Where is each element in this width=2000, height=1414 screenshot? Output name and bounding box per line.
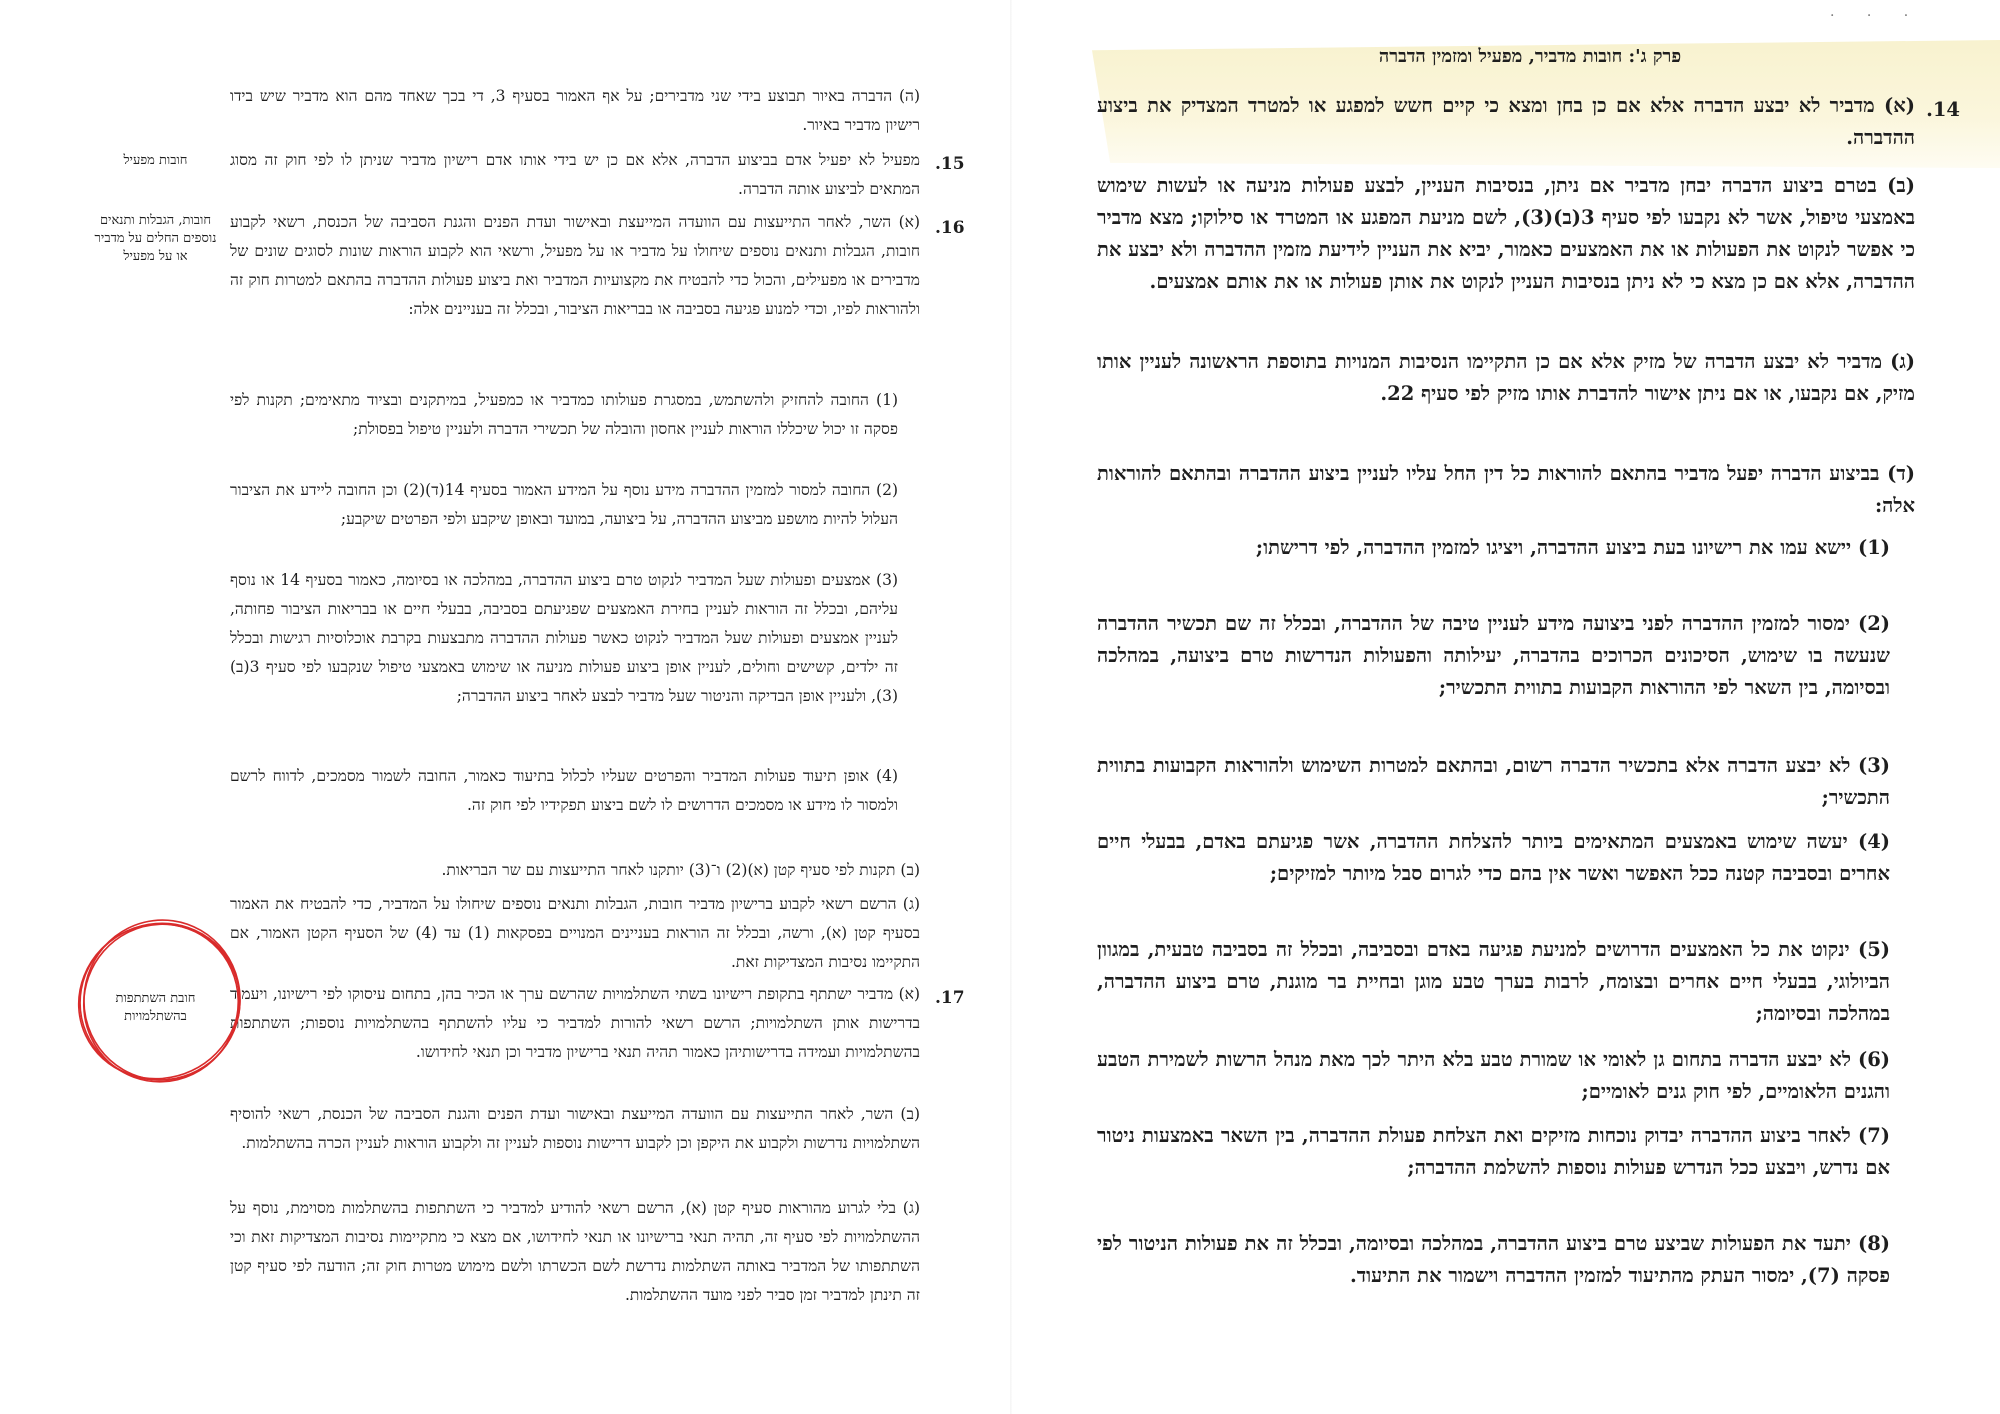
sec14-d-item-5: (5) ינקוט את כל האמצעים הדרושים למניעת פגיעה באדם ובסביבה, ובכלל זה בסביבה טבעית, במגוון הביולוגי, בבעלי חיים אחרים ובצומח, לרבות בערך טבע מוגן ובחיית בר מוגנת, טרם ביצוע ההדברה, במהלכה ובסיומה; (1097, 938, 1890, 1025)
right-page (1060, 0, 2000, 1414)
section-number-14: 14. (1926, 98, 1960, 121)
section-number-16: 16. (935, 218, 965, 238)
section-number-17: 17. (935, 988, 965, 1008)
sec14-d-item-2: (2) ימסור למזמין ההדברה לפני ביצועה מידע לעניין טיבה של ההדברה, ובכלל זה שם תכשיר ההדברה שנעשה בו שימוש, הסיכונים הכרוכים בהדברה, יעילותה והפעולות הנדרשות טרם ביצועה, במהלכה ובסיומה, בין השאר לפי ההוראות הקבועות בתווית התכשיר; (1097, 612, 1890, 699)
sec16-a: (א) השר, לאחר התייעצות עם הוועדה המייעצת ובאישור ועדת הפנים והגנת הסביבה של הכנסת, רשאי לקבוע חובות, הגבלות ותנאים נוספים שיחולו על מדביר או על מפעיל, ורשאי הוא לקבוע הוראות שונות לסוגים שונים של מדבירים או מפעילים, והכול כדי להבטיח את מקצועיות המדביר ואת ביצוע פעולות ההדברה בהתאם למטרות חוק זה ולהוראות לפיו, וכדי למנוע פגיעה בסביבה או בבריאות הציבור, ובכלל זה בעניינים אלה: (230, 213, 920, 318)
sec16-b: (ב) תקנות לפי סעיף קטן (א)(2) ו־(3) יותקנו לאחר התייעצות עם שר הבריאות. (441, 861, 920, 879)
sec14-d-item-1: (1) יישא עמו את רישיונו בעת ביצוע ההדברה, ויציגו למזמין ההדברה, לפי דרישתו; (1255, 536, 1890, 559)
sec14-d-item-6: (6) לא יבצע הדברה בתחום גן לאומי או שמורת טבע בלא היתר לכך מאת מנהל הרשות לשמירת הטבע והגנים הלאומיים, לפי חוק גנים לאומיים; (1097, 1048, 1890, 1103)
sec14-a: (א) מדביר לא יבצע הדברה אלא אם כן בחן ומצא כי קיים חשש למפגע או למטרד המצדיק את ביצוע ההדברה. (1097, 94, 1915, 149)
scan-mark: · · · (1830, 8, 1923, 24)
sec16-a-item-4: (4) אופן תיעוד פעולות המדביר והפרטים שעליו לכלול בתיעוד כאמור, החובה לשמור מסמכים, לדווח לרשם ולמסור לו מידע או מסמכים הדרושים לו לשם ביצוע תפקידיו לפי חוק זה. (230, 767, 898, 814)
sec15-text: מפעיל לא יפעיל אדם בביצוע הדברה, אלא אם כן יש בידי אותו אדם רישיון מדביר שניתן לו לפי חוק זה מסוג המתאים לביצוע אותה הדברה. (230, 151, 920, 198)
sec14-b: (ב) בטרם ביצוע הדברה יבחן מדביר אם ניתן, בנסיבות העניין, לבצע פעולות מניעה או לעשות שימוש באמצעי טיפול, אשר לא נקבעו לפי סעיף 3(ב)(3), לשם מניעת המפגע או המטרד או סילוקו; מצא מדביר כי אפשר לנקוט את הפעולות או את האמצעים כאמור, יביא את העניין לידיעת מזמין ההדברה ולא יבצע את ההדברה, אלא אם כן מצא כי לא ניתן בנסיבות העניין לנקוט את אותן פעולות או את אותם אמצעים. (1097, 174, 1915, 293)
chapter-title: פרק ג': חובות מדביר, מפעיל ומזמין הדברה (1378, 46, 1682, 67)
sec14-d-item-7: (7) לאחר ביצוע ההדברה יבדוק נוכחות מזיקים ואת הצלחת פעולת ההדברה, בין השאר באמצעות ניטור אם נדרש, ויבצע ככל הנדרש פעולות נוספות להשלמת ההדברה; (1097, 1124, 1890, 1179)
sec17-a: (א) מדביר ישתתף בתקופת רישיונו בשתי השתלמויות שהרשם ערך או הכיר בהן, בתחום עיסוקו לפי רישיונו, ויעמוד בדרישות אותן השתלמויות; הרשם רשאי להורות למדביר כי עליו להשתתף בהשתלמויות נוספות; השתתפות בהשתלמויות ועמידה בדרישותיהן כאמור תהיה תנאי ברישיון מדביר וכן תנאי לחידושו. (230, 985, 920, 1061)
page-fold (1010, 0, 1012, 1414)
sec14-c: (ג) מדביר לא יבצע הדברה של מזיק אלא אם כן התקיימו הנסיבות המנויות בתוספת הראשונה לעניין אותו מזיק, אם נקבעו, או אם ניתן אישור להדברת אותו מזיק לפי סעיף 22. (1097, 350, 1915, 405)
sec14-d: (ד) בביצוע הדברה יפעל מדביר בהתאם להוראות כל דין החל עליו לעניין ביצוע ההדברה ובהתאם להוראות אלה: (1097, 462, 1915, 517)
margin-note-17: חובת השתתפות בהשתלמויות (115, 991, 196, 1024)
sec17-b: (ב) השר, לאחר התייעצות עם הוועדה המייעצת ובאישור ועדת הפנים והגנת הסביבה של הכנסת, רשאי להוסיף השתלמויות נדרשות ולקבוע את היקפן וכן לקבוע דרישות נוספות לעניין זה ולקבוע הוראות לעניין הכרה בהשתלמות. (230, 1105, 920, 1152)
sec14-d-item-8: (8) יתעד את הפעולות שביצע טרם ביצוע ההדברה, במהלכה ובסיומה, ובכלל זה את פעולות הניטור לפי פסקה (7), ימסור העתק מהתיעוד למזמין ההדברה וישמור את התיעוד. (1097, 1232, 1890, 1287)
sec14-d-item-3: (3) לא יבצע הדברה אלא בתכשיר הדברה רשום, ובהתאם למטרות השימוש ולהוראות הקבועות בתווית התכשיר; (1097, 754, 1890, 809)
margin-note-15: חובות מפעיל (123, 153, 188, 168)
sec17-c: (ג) בלי לגרוע מהוראות סעיף קטן (א), הרשם רשאי להודיע למדביר כי השתתפות בהשתלמות מסוימת, נוסף על ההשתלמויות לפי סעיף זה, תהיה תנאי ברישיונו או תנאי לחידושו, אם מצא כי מתקיימות נסיבות המצדיקות זאת וכי השתתפותו של המדביר באותה השתלמות נדרשת לשם הכשרתו ולשם מימוש מטרות חוק זה; הודעה לפי סעיף קטן זה תינתן למדביר זמן סביר לפני מועד ההשתלמות. (230, 1199, 920, 1304)
sec14-e: (ה) הדברה באיור תבוצע בידי שני מדבירים; על אף האמור בסעיף 3, די בכך שאחד מהם הוא מדביר שיש בידו רישיון מדביר באיור. (230, 87, 920, 134)
section-number-15: 15. (935, 154, 965, 174)
sec16-a-item-3: (3) אמצעים ופעולות שעל המדביר לנקוט טרם ביצוע ההדברה, במהלכה או בסיומה, כאמור בסעיף 14 או נוסף עליהם, ובכלל זה הוראות לעניין בחירת האמצעים שפגיעתם בסביבה, בבעלי חיים או בבריאות הציבור פחותה, לעניין אמצעים ופעולות שעל המדביר לנקוט כאשר פעולות ההדברה מתבצעות בקרבת אוכלוסיות רגישות ובכלל זה ילדים, קשישים וחולים, לעניין אופן ביצוע פעולות מניעה או שימוש באמצעי טיפול שנקבעו לפי סעיף 3(ב)(3), ולעניין אופן הבדיקה והניטור שעל מדביר לבצע לאחר ביצוע ההדברה; (230, 571, 898, 705)
sec14-d-item-4: (4) יעשה שימוש באמצעים המתאימים ביותר להצלחת ההדברה, אשר פגיעתם באדם, בבעלי חיים אחרים ובסביבה קטנה ככל האפשר ואשר אין בהם כדי לגרום סבל מיותר למזיקים; (1097, 830, 1890, 885)
red-circle-annotation (70, 910, 250, 1090)
sec16-a-item-2: (2) החובה למסור למזמין ההדברה מידע נוסף על המידע האמור בסעיף 14(ד)(2) וכן החובה ליידע את הציבור העלול להיות מושפע מביצוע ההדברה, על ביצועה, במועד ובאופן שיקבע ולפי הפרטים שיקבע; (230, 481, 899, 528)
margin-note-16: חובות, הגבלות ותנאים נוספים החלים על מדביר או על מפעיל (94, 213, 217, 264)
sec16-a-item-1: (1) החובה להחזיק ולהשתמש, במסגרת פעולותו כמדביר או כמפעיל, במיתקנים ובציוד מתאימים; תקנות לפי פסקה זו יכול שיכללו הוראות לעניין אחסון והובלה של תכשירי הדברה ולעניין טיפול בפסולת; (230, 391, 898, 438)
sec16-c: (ג) הרשם רשאי לקבוע ברישיון מדביר חובות, הגבלות ותנאים נוספים שיחולו על המדביר, כדי להבטיח את האמור בסעיף קטן (א), ורשה, ובכלל זה הוראות בעניינים המנויים בפסקאות (1) עד (4) של הסעיף הקטן האמור, אם התקיימו נסיבות המצדיקות זאת. (230, 895, 920, 971)
